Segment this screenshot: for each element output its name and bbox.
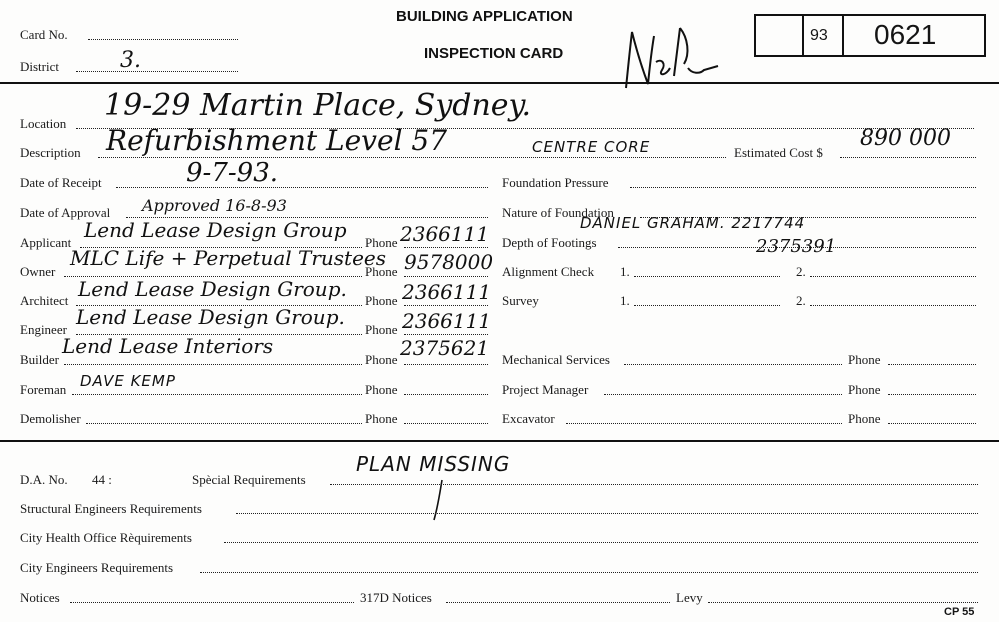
estimated-cost-label: Estimated Cost $	[734, 145, 823, 160]
notices-317d-field	[446, 602, 670, 603]
notices-label: Notices	[20, 590, 60, 605]
notices-317d-label: 317D Notices	[360, 590, 432, 605]
excavator-field	[566, 423, 842, 424]
city-engineers-label: City Engineers Requirements	[20, 560, 174, 575]
special-requirements-field	[330, 484, 978, 485]
owner-phone-value: 9578000	[404, 250, 494, 274]
owner-phone-label: Phone	[365, 264, 398, 279]
description-value: Refurbishment Level 57	[106, 124, 448, 157]
foreman-label: Foreman	[20, 382, 67, 397]
levy-field	[708, 602, 978, 603]
applicant-value: Lend Lease Design Group	[84, 218, 347, 242]
project-manager-field	[604, 394, 842, 395]
excavator-phone-field	[888, 423, 976, 424]
card-title-line1: BUILDING APPLICATION	[396, 8, 573, 25]
engineer-label: Engineer	[20, 322, 67, 337]
excavator-phone-label: Phone	[848, 411, 881, 426]
architect-value: Lend Lease Design Group.	[78, 277, 347, 301]
alignment-check-field-2	[810, 276, 976, 277]
owner-phone-field	[404, 276, 488, 277]
estimated-cost-value: 890 000	[860, 126, 951, 151]
special-requirements-value: PLAN MISSING	[356, 452, 511, 476]
pen-stroke-mark	[430, 478, 446, 522]
box-number: 0621	[874, 19, 937, 50]
description-label: Description	[20, 145, 81, 160]
box-year: 93	[810, 27, 828, 44]
estimated-cost-field	[840, 157, 976, 158]
alignment-check-num-2: 2.	[796, 264, 806, 279]
applicant-phone-value: 2366111	[400, 222, 490, 246]
architect-phone-field	[404, 305, 488, 306]
depth-of-footings-value: 2375391	[756, 236, 837, 257]
architect-phone-label: Phone	[365, 293, 398, 308]
owner-label: Owner	[20, 264, 56, 279]
date-of-approval-label: Date of Approval	[20, 205, 111, 220]
demolisher-phone-label: Phone	[365, 411, 398, 426]
date-of-approval-value: Approved 16-8-93	[142, 196, 287, 215]
levy-label: Levy	[676, 590, 703, 605]
foundation-pressure-field	[630, 187, 976, 188]
city-health-field	[224, 542, 978, 543]
alignment-check-label: Alignment Check	[502, 264, 595, 279]
excavator-label: Excavator	[502, 411, 555, 426]
mechanical-services-phone-field	[888, 364, 976, 365]
engineer-value: Lend Lease Design Group.	[76, 305, 345, 329]
box-divider	[842, 16, 844, 55]
foreman-field	[72, 394, 362, 395]
project-manager-phone-field	[888, 394, 976, 395]
builder-field	[64, 364, 362, 365]
date-of-receipt-label: Date of Receipt	[20, 175, 102, 190]
depth-of-footings-label: Depth of Footings	[502, 235, 597, 250]
city-health-label: City Health Office Rèquirements	[20, 530, 192, 545]
form-code: CP 55	[944, 606, 975, 618]
location-value: 19-29 Martin Place, Sydney.	[104, 88, 532, 123]
foreman-phone-label: Phone	[365, 382, 398, 397]
city-engineers-field	[200, 572, 978, 573]
survey-num-1: 1.	[620, 293, 630, 308]
survey-num-2: 2.	[796, 293, 806, 308]
notices-field	[70, 602, 354, 603]
district-field	[76, 71, 238, 72]
foreman-value: DAVE KEMP	[80, 372, 176, 390]
header-divider	[0, 82, 999, 84]
engineer-phone-value: 2366111	[402, 309, 492, 333]
foundation-pressure-label: Foundation Pressure	[502, 175, 609, 190]
project-manager-phone-label: Phone	[848, 382, 881, 397]
alignment-check-field-1	[634, 276, 780, 277]
applicant-phone-label: Phone	[365, 235, 398, 250]
nature-of-foundation-value: DANIEL GRAHAM. 2217744	[580, 214, 806, 232]
card-no-label: Card No.	[20, 27, 68, 42]
box-divider	[802, 16, 804, 55]
special-requirements-label: Spècial Requirements	[192, 472, 306, 487]
engineer-phone-label: Phone	[365, 322, 398, 337]
demolisher-field	[86, 423, 362, 424]
survey-field-2	[810, 305, 976, 306]
card-number-box	[754, 14, 986, 57]
architect-phone-value: 2366111	[402, 280, 492, 304]
builder-label: Builder	[20, 352, 59, 367]
date-of-receipt-value: 9-7-93.	[186, 158, 279, 188]
location-label: Location	[20, 116, 67, 131]
da-no-label: D.A. No.	[20, 472, 68, 487]
builder-phone-label: Phone	[365, 352, 398, 367]
mechanical-services-field	[624, 364, 842, 365]
survey-field-1	[634, 305, 780, 306]
section-divider	[0, 440, 999, 442]
owner-value: MLC Life + Perpetual Trustees	[70, 246, 387, 270]
nature-of-foundation-label: Nature of Foundation	[502, 205, 614, 220]
alignment-check-num-1: 1.	[620, 264, 630, 279]
demolisher-phone-field	[404, 423, 488, 424]
da-no-value: 44 :	[92, 472, 112, 487]
description-note: CENTRE CORE	[532, 138, 651, 156]
builder-phone-field	[404, 364, 488, 365]
demolisher-label: Demolisher	[20, 411, 81, 426]
card-title-line2: INSPECTION CARD	[424, 45, 564, 62]
applicant-phone-field	[404, 247, 488, 248]
district-value: 3.	[120, 48, 141, 73]
applicant-label: Applicant	[20, 235, 72, 250]
signature-mark	[618, 18, 728, 98]
mechanical-services-phone-label: Phone	[848, 352, 881, 367]
district-label: District	[20, 59, 59, 74]
card-no-field	[88, 39, 238, 40]
survey-label: Survey	[502, 293, 539, 308]
architect-label: Architect	[20, 293, 69, 308]
structural-engineers-label: Structural Engineers Requirements	[20, 501, 202, 516]
structural-engineers-field	[236, 513, 978, 514]
builder-value: Lend Lease Interiors	[62, 334, 274, 358]
project-manager-label: Project Manager	[502, 382, 589, 397]
mechanical-services-label: Mechanical Services	[502, 352, 610, 367]
engineer-phone-field	[404, 334, 488, 335]
builder-phone-value: 2375621	[400, 336, 490, 360]
date-of-receipt-field	[116, 187, 488, 188]
foreman-phone-field	[404, 394, 488, 395]
